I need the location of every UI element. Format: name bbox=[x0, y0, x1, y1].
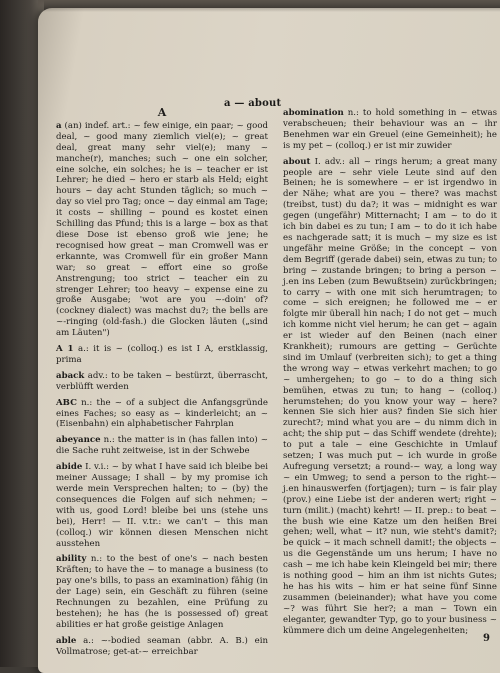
dictionary-entry bbox=[56, 398, 268, 431]
running-header: a — about bbox=[224, 98, 282, 109]
dictionary-entry bbox=[56, 121, 268, 339]
dictionary-entry bbox=[56, 636, 268, 658]
dictionary-entry bbox=[56, 344, 268, 366]
left-column bbox=[56, 108, 268, 663]
entry-text: I. v.i.: ~ by what I have said ich bleibe bei meiner Aussage; I shall ~ by my promise ich werde mein Versprechen halten; to ~ (by) the consequences die Folgen auf sich nehmen; ~ with us, good Lord! bleibe bei uns (stehe uns bei), Herr! — II. v.tr.: we can't ~ this man (colloq.) wir können diesen Menschen nicht ausstehen bbox=[56, 462, 268, 549]
headword: able bbox=[56, 635, 77, 646]
entry-text: n.: to the best of one's ~ nach besten Kräften; to have the ~ to manage a business (to pay one's bills, to pass an examination) fähig (in der Lage) sein, ein Geschäft zu führen (seine Rechnungen zu bezahlen, eine Prüfung zu bestehen); he has (he is possessed of) great abilities er hat große geistige Anlagen bbox=[56, 554, 268, 630]
entry-text: n.: the matter is in (has fallen into) ~ die Sache ruht zeitweise, ist in der Schwebe bbox=[56, 435, 268, 457]
headword: aback bbox=[56, 370, 85, 381]
headword: ABC bbox=[56, 397, 77, 408]
headword: about bbox=[283, 156, 311, 167]
headword: ability bbox=[56, 554, 87, 565]
dictionary-entry bbox=[283, 108, 497, 152]
page-number: 9 bbox=[483, 633, 490, 644]
dictionary-entry bbox=[56, 371, 268, 393]
headword: abide bbox=[56, 462, 83, 473]
headword: A 1 bbox=[56, 344, 74, 355]
dictionary-entry bbox=[56, 462, 268, 549]
entry-text: n.: the ~ of a subject die Anfangsgründe eines Faches; so easy as ~ kinderleicht; an ~ (Eisenbahn) ein alphabetischer Fahrplan bbox=[56, 397, 268, 430]
entry-text: adv.: to be taken ~ bestürzt, überrascht, verblüfft werden bbox=[56, 370, 269, 392]
entry-text: I. adv.: all ~ rings herum; a great many people are ~ sehr viele Leute sind auf den Beinen; he is somewhere ~ er ist irgendwo in der Nähe; what are you ~ there? was machst (treibst, tust) du da?; it was ~ midnight es war gegen (ungefähr) Mitternacht; I am ~ to do it ich bin dabei es zu tun; I am ~ to do it ich habe es nachgerade satt; it is much ~ my size es ist ungefähr meine Größe; in the concept ~ von dem Begriff (gerade dabei) sein, etwas zu tun; to bring ~ zustande bringen; to bring a person ~ j.en ins Leben (zum Bewußtsein) zurückbringen; to carry ~ with one mit sich herumtragen; to come ~ sich ereignen; he followed me ~ er folgte mir überall hin nach; I do not get ~ much ich komme nicht viel herum; he can get ~ again er ist wieder auf den Beinen (nach einer Krankheit); rumours are getting ~ Gerüchte sind im Umlauf (verbreiten sich); to get a thing the wrong way ~ etwas verkehrt machen; to go ~ umhergehen; to go ~ to do a thing sich bemühen, etwas zu tun; to hang ~ (colloq.) herumstehen; do you know your way ~ here? kennen Sie sich hier aus? finden Sie sich hier zurecht?; mind what you are ~ du nimm dich in acht; the ship put ~ das Schiff wendete (drehte); to put a tale ~ eine Geschichte in Umlauf setzen; I was much put ~ ich wurde in große Aufregung versetzt; a round-~ way, a long way ~ ein Umweg; to send a person to the right-~ j.en hinauswerfen (fortjagen); turn ~ is fair play (prov.) eine Liebe ist der anderen wert; right ~ turn (milit.) (macht) kehrt! — II. prep.: to beat ~ the bush wie eine Katze um den heißen Brei gehen; well, what ~ it? nun, wie steht's damit?; be quick ~ it mach schnell damit!; the objects ~ us die Gegenstände um uns herum; I have no cash ~ me ich habe kein Kleingeld bei mir; there is nothing good ~ him an ihm ist nichts Gutes; he has his wits ~ him er hat seine fünf Sinne zusammen (beieinander); what have you come ~? was führt Sie her?; a man ~ Town ein eleganter, gewandter Typ, go to your business ~ kümmere dich um deine Angelegenheiten; bbox=[283, 156, 497, 636]
headword: abeyance bbox=[56, 435, 101, 446]
headword: abomination bbox=[283, 108, 344, 118]
dictionary-entry bbox=[283, 157, 497, 637]
entry-text: a.: it is ~ (colloq.) es ist I A, erstklassig, prima bbox=[56, 344, 269, 365]
dictionary-entry bbox=[56, 435, 268, 457]
right-column bbox=[283, 108, 497, 642]
entry-text: (an) indef. art.: ~ few einige, ein paar; ~ good deal, ~ good many ziemlich viel(e); ~ great deal, great many sehr viel(e); many ~ manche(r), manches; such ~ one ein solcher, eine solche, ein solches; he is ~ teacher er ist Lehrer; he died ~ hero er starb als Held; eight hours ~ day acht Stunden täglich; so much ~ day so viel pro Tag; once ~ day einmal am Tage; it costs ~ shilling ~ pound es kostet einen Schilling das Pfund; this is a large ~ box as that diese Dose ist ebenso groß wie jene; he recognised how great ~ man Cromwell was er erkannte, was Cromwell für ein großer Mann war; so great ~ effort eine so große Anstrengung; too strict ~ teacher ein zu strenger Lehrer; too heavy ~ expense eine zu große Ausgabe; 'wot are you ~-doin' of? (cockney dialect) was machst du?; the bells are ~-ringing (old-fash.) die Glocken läuten („sind am Läuten") bbox=[56, 120, 268, 339]
top-shadow bbox=[38, 0, 500, 12]
entry-text: a.: ~-bodied seaman (abbr. A. B.) ein Vollmatrose; get-at-~ erreichbar bbox=[56, 635, 269, 657]
dictionary-entry bbox=[56, 554, 268, 630]
entry-text: n.: to hold something in ~ etwas verabscheuen; their behaviour was an ~ ihr Benehmen war ein Greuel (eine Gemeinheit); he is my pet ~ (colloq.) er ist mir zuwider bbox=[283, 108, 497, 151]
headword: a bbox=[56, 120, 62, 131]
letter-heading: A bbox=[157, 106, 167, 119]
